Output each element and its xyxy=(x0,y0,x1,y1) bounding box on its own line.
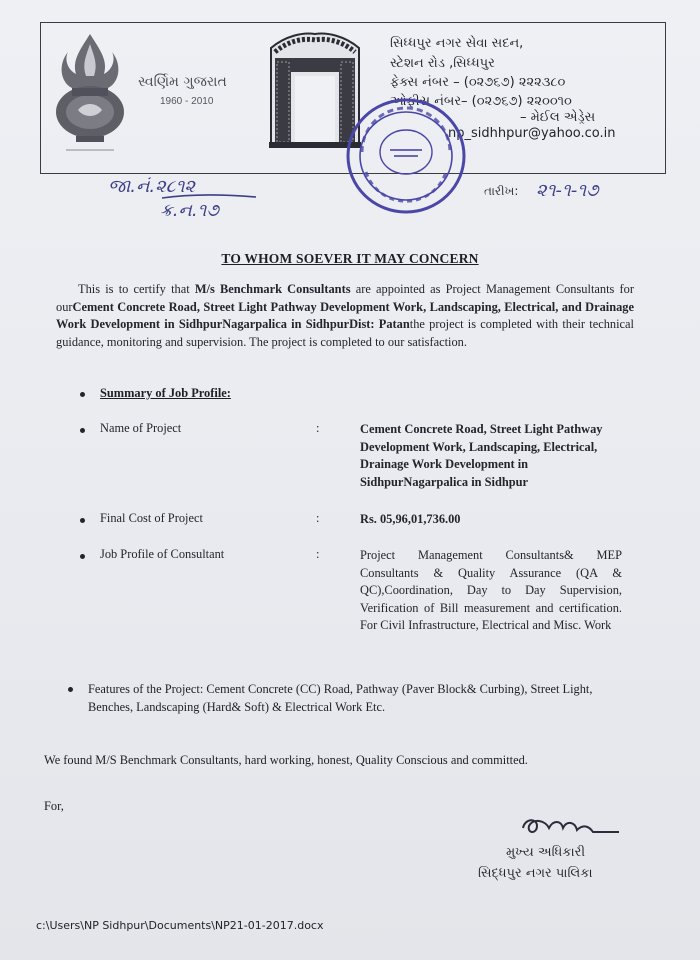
project-features: Features of the Project: Cement Concrete (CC) Road, Pathway (Paver Block& Curbing), Street Light, Benches, Landscaping (Hard& Soft) & Electrical Work Etc. xyxy=(88,682,593,714)
row-label-job-profile: Job Profile of Consultant xyxy=(100,547,225,561)
swarnim-gujarat-text: સ્વર્ણિમ ગુજરાત xyxy=(138,74,227,90)
handwritten-date: ૨૧-૧-૧૭ xyxy=(536,180,599,201)
document-title-text: TO WHOM SOEVER IT MAY CONCERN xyxy=(221,251,479,266)
bullet-dot xyxy=(80,554,85,559)
bullet-dot xyxy=(80,518,85,523)
signatory-title: મુખ્ય અધિકારી xyxy=(506,845,586,860)
bullet-dot xyxy=(80,392,85,397)
para-text-1: This is to certify that xyxy=(78,282,195,296)
project-description: Cement Concrete Road, Street Light Pathway Development Work, Landscaping, Electrical, and Drainage Work Development in SidhpurNagarpalica in SidhpurDist: Patan xyxy=(56,299,634,331)
row-value-final-cost: Rs. 05,96,01,736.00 xyxy=(360,512,461,526)
swarnim-gujarat-years: 1960 - 2010 xyxy=(160,96,214,107)
address-line-2: સ્ટેશન રોડ ,સિધ્ધપુર xyxy=(390,56,495,71)
document-title xyxy=(0,251,700,267)
officer-signature xyxy=(515,806,625,846)
address-line-1: સિધ્ધપુર નગર સેવા સદન, xyxy=(390,36,524,51)
row-colon: : xyxy=(316,547,320,561)
document-file-path: c:\Users\NP Sidhpur\Documents\NP21-01-2017.docx xyxy=(36,919,324,932)
para-text-2: are appointed as Project Management Consultants for our xyxy=(56,282,634,314)
row-label-final-cost: Final Cost of Project xyxy=(100,511,203,525)
handwritten-reference-number: જા.નં.૨૮૧૨ xyxy=(108,176,195,197)
date-label: તારીખ: xyxy=(484,184,519,198)
row-colon: : xyxy=(316,511,320,525)
closing-statement: We found M/S Benchmark Consultants, hard working, honest, Quality Conscious and committed. xyxy=(44,753,528,767)
office-number: ઓફીસ નંબર– (૦૨૭૬૭) ૨૨૦૦૧૦ xyxy=(390,94,572,109)
handwritten-sub-number: ક્ર.ન.૧૭ xyxy=(160,200,219,221)
signatory-office: સિદ્ધપુર નગર પાલિકા xyxy=(478,866,593,881)
summary-heading: Summary of Job Profile: xyxy=(100,386,231,400)
for-label: For, xyxy=(44,799,64,813)
row-value-project-name: Cement Concrete Road, Street Light Pathway Development Work, Landscaping, Electrical, Drainage Work Development in SidhpurNagarpalica in Sidhpur xyxy=(360,422,603,489)
office-stamp xyxy=(342,92,470,220)
row-colon: : xyxy=(316,421,320,435)
row-label-project-name: Name of Project xyxy=(100,421,182,435)
certification-paragraph xyxy=(56,281,634,351)
email-address: np_sidhhpur@yahoo.co.in xyxy=(448,126,616,141)
para-text-3: the project is completed with their technical guidance, monitoring and supervision. The project is completed to our satisfaction. xyxy=(56,317,634,349)
email-label: – મેઈલ એડ્રેસ xyxy=(520,110,596,125)
bullet-dot xyxy=(68,687,73,692)
bullet-dot xyxy=(80,428,85,433)
row-value-job-profile: Project Management Consultants& MEP Consultants & Quality Assurance (QA & QC),Coordination, Day to Day Supervision, Verification of Bill measurement and certification. For Civil Infrastructure, Electrical and Misc. Work xyxy=(360,548,622,632)
swarnim-gujarat-logo xyxy=(50,30,130,158)
consultant-name: M/s Benchmark Consultants xyxy=(194,282,351,296)
fax-number: ફેક્સ નંબર – (૦૨૭૬૭) ૨૨૨૩૮૦ xyxy=(390,75,566,90)
